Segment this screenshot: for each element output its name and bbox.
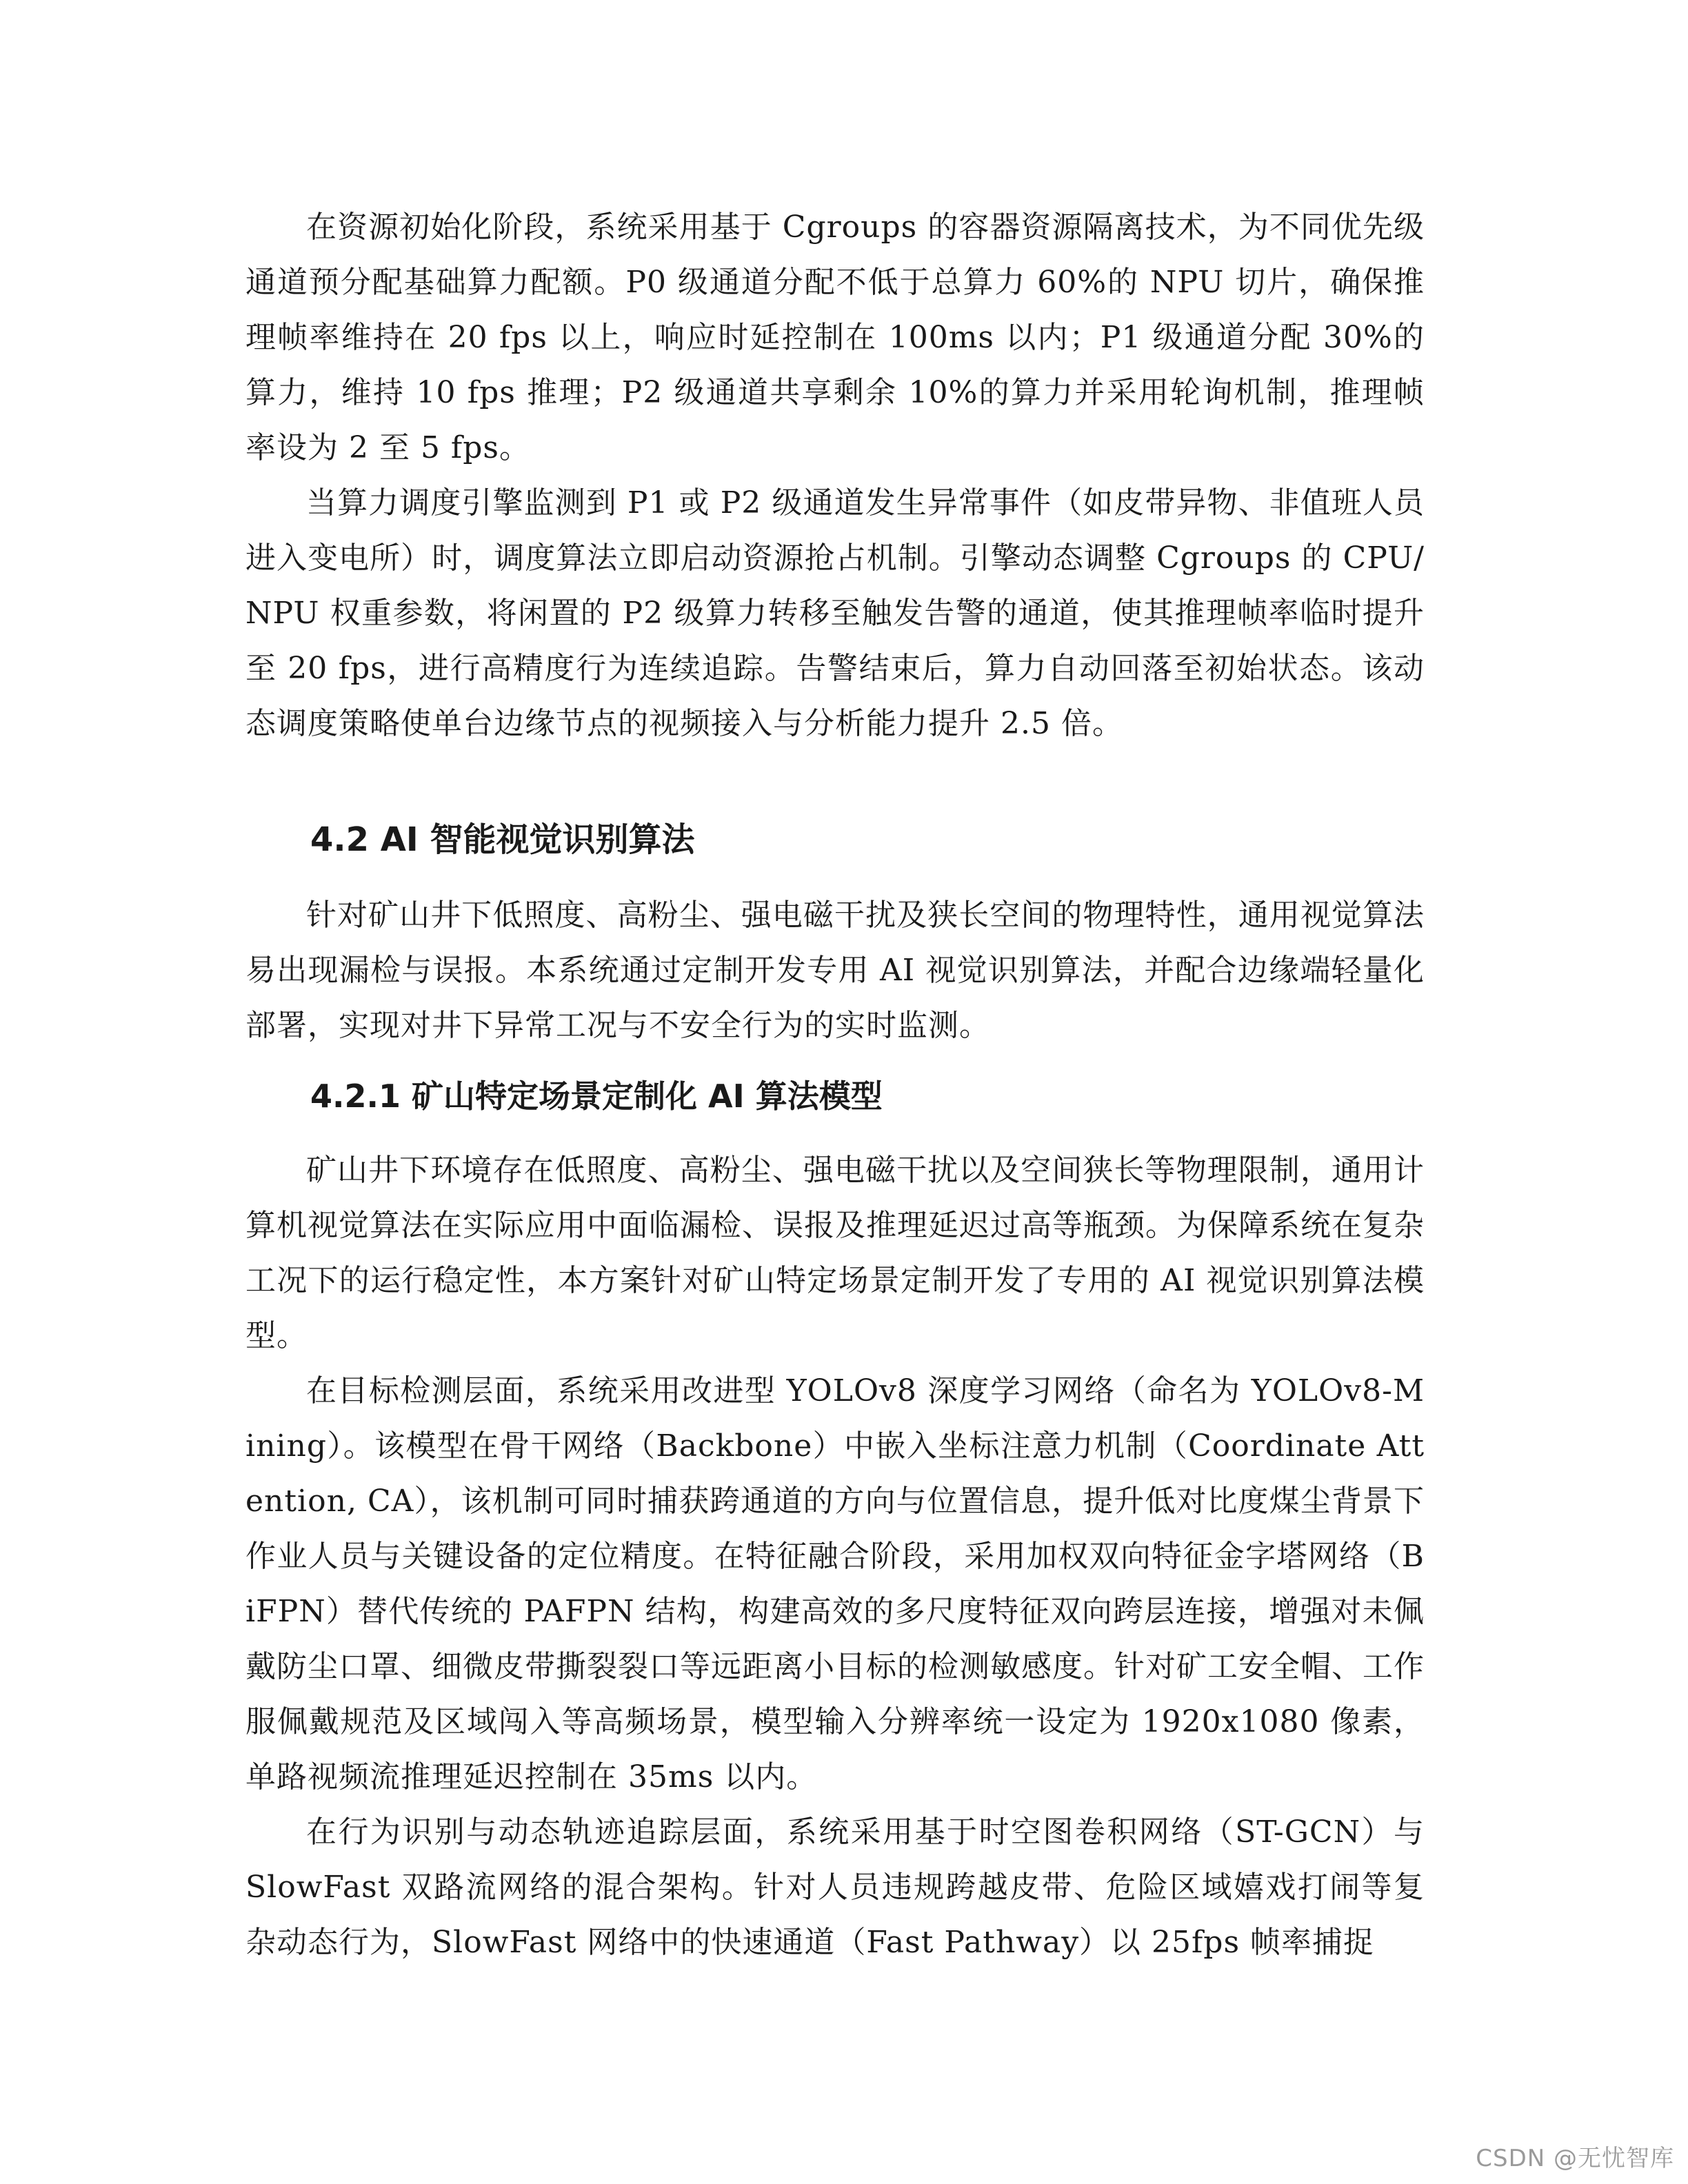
section-heading-4-2: 4.2 AI 智能视觉识别算法 xyxy=(310,820,695,859)
paragraph-4-2-intro: 针对矿山井下低照度、高粉尘、强电磁干扰及狭长空间的物理特性，通用视觉算法易出现漏检与误报。本系统通过定制开发专用 AI 视觉识别算法，并配合边缘端轻量化部署，实现对井下异常工况与不安全行为的实时监测。 xyxy=(245,898,1425,1043)
section-heading-4-2-1: 4.2.1 矿山特定场景定制化 AI 算法模型 xyxy=(310,1078,883,1115)
document-page xyxy=(245,200,1425,1970)
paragraph-4-2-1-intro: 矿山井下环境存在低照度、高粉尘、强电磁干扰以及空间狭长等物理限制，通用计算机视觉算法在实际应用中面临漏检、误报及推理延迟过高等瓶颈。为保障系统在复杂工况下的运行稳定性，本方案针对矿山特定场景定制开发了专用的 AI 视觉识别算法模型。 xyxy=(245,1153,1425,1353)
paragraph-preemption: 当算力调度引擎监测到 P1 或 P2 级通道发生异常事件（如皮带异物、非值班人员进入变电所）时，调度算法立即启动资源抢占机制。引擎动态调整 Cgroups 的 CPU/NPU 权重参数，将闲置的 P2 级算力转移至触发告警的通道，使其推理帧率临时提升至 20 fps，进行高精度行为连续追踪。告警结束后，算力自动回落至初始状态。该动态调度策略使单台边缘节点的视频接入与分析能力提升 2.5 倍。 xyxy=(245,485,1425,741)
watermark: CSDN @无忧智库 xyxy=(1476,2145,1674,2172)
paragraph-behavior-recognition: 在行为识别与动态轨迹追踪层面，系统采用基于时空图卷积网络（ST-GCN）与 SlowFast 双路流网络的混合架构。针对人员违规跨越皮带、危险区域嬉戏打闹等复杂动态行为，SlowFast 网络中的快速通道（Fast Pathway）以 25fps 帧率捕捉 xyxy=(245,1814,1425,1960)
paragraph-resource-init: 在资源初始化阶段，系统采用基于 Cgroups 的容器资源隔离技术，为不同优先级通道预分配基础算力配额。P0 级通道分配不低于总算力 60%的 NPU 切片，确保推理帧率维持在 20 fps 以上，响应时延控制在 100ms 以内；P1 级通道分配 30%的算力，维持 10 fps 推理；P2 级通道共享剩余 10%的算力并采用轮询机制，推理帧率设为 2 至 5 fps。 xyxy=(245,210,1425,465)
paragraph-object-detection: 在目标检测层面，系统采用改进型 YOLOv8 深度学习网络（命名为 YOLOv8-Mining）。该模型在骨干网络（Backbone）中嵌入坐标注意力机制（Coordinate Attention, CA），该机制可同时捕获跨通道的方向与位置信息，提升低对比度煤尘背景下作业人员与关键设备的定位精度。在特征融合阶段，采用加权双向特征金字塔网络（BiFPN）替代传统的 PAFPN 结构，构建高效的多尺度特征双向跨层连接，增强对未佩戴防尘口罩、细微皮带撕裂裂口等远距离小目标的检测敏感度。针对矿工安全帽、工作服佩戴规范及区域闯入等高频场景，模型输入分辨率统一设定为 1920x1080 像素，单路视频流推理延迟控制在 35ms 以内。 xyxy=(245,1373,1425,1794)
